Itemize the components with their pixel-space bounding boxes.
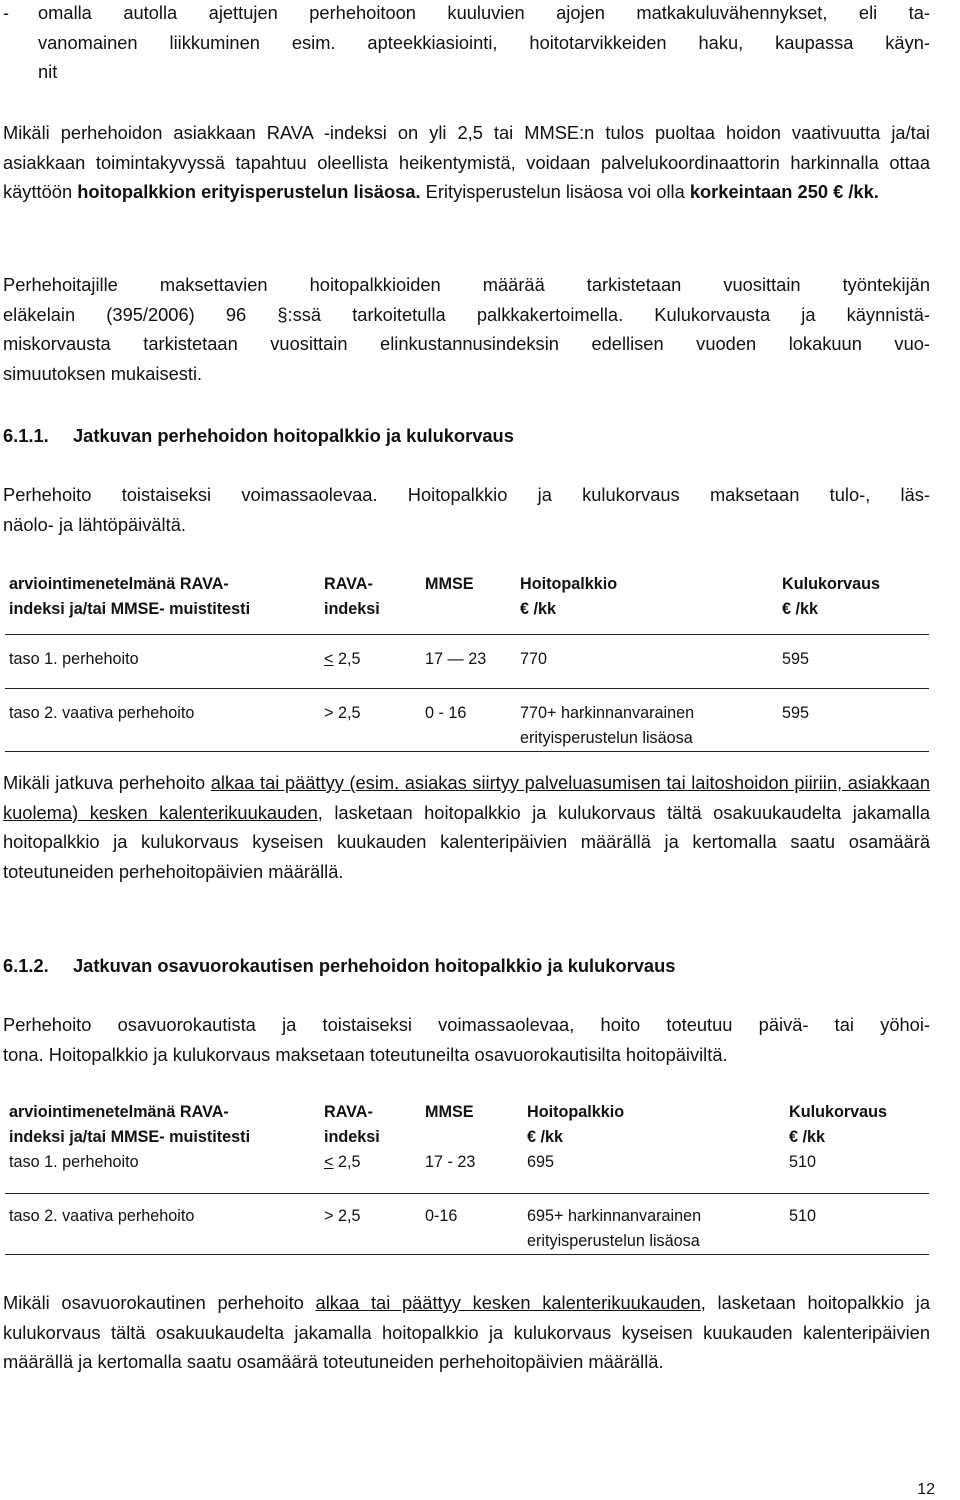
cell-mmse: 0-16 xyxy=(421,1194,523,1255)
cell-mmse: 17 - 23 xyxy=(421,1150,523,1194)
cell-cost: 595 xyxy=(778,635,929,689)
paragraph-fee-review xyxy=(3,270,930,388)
intro-line: Perhehoito osavuorokautista ja toistaiseksi voimassaolevaa, hoito toteutuu päivä- tai yöhoi- xyxy=(3,1014,930,1035)
header-method: arviointimenetelmänä RAVA- indeksi ja/tai MMSE- muistitesti xyxy=(5,572,320,635)
para-text: Mikäli jatkuva perhehoito xyxy=(3,772,211,793)
table-header-row xyxy=(5,1100,929,1150)
cell-rava: < 2,5 xyxy=(320,1150,421,1194)
cell-mmse: 17 — 23 xyxy=(421,635,516,689)
paragraph-partial-month-2 xyxy=(3,1288,930,1377)
header-mmse: MMSE xyxy=(421,572,516,635)
cell-fee: 770+ harkinnanvarainen erityisperustelun lisäosa xyxy=(516,689,778,752)
para-line: miskorvausta tarkistetaan vuosittain elinkustannusindeksin edellisen vuoden lokakuun vuo- xyxy=(3,333,930,355)
para-bold: hoitopalkkion erityisperustelun lisäosa. xyxy=(77,181,421,203)
header-cost: Kulukorvaus € /kk xyxy=(778,572,929,635)
cell-fee: 770 xyxy=(516,635,778,689)
bullet-item xyxy=(0,0,960,90)
para-text: , lasketaan hoitopalkkio ja kulukorvaus tältä osakuukaudelta jakamalla hoitopalkkio ja kulukorvaus kyseisen kuukauden kalenteripäivien määrällä ja kertomalla saatu osamäärä toteutuneiden perhehoitopäivien määrällä. xyxy=(3,801,930,882)
para-line: eläkelain (395/2006) 96 §:ssä tarkoitetulla palkkakertoimella. Kulukorvausta ja käynnistä- xyxy=(3,303,930,325)
header-fee: Hoitopalkkio € /kk xyxy=(527,1103,625,1146)
paragraph-partial-month-1 xyxy=(3,768,930,886)
cell-level: taso 1. perhehoito xyxy=(5,635,320,689)
cell-level: taso 1. perhehoito xyxy=(5,1150,320,1194)
header-rava: RAVA- indeksi xyxy=(324,1103,380,1146)
section-number: 6.1.2. xyxy=(3,955,49,976)
bullet-dash: - xyxy=(3,2,10,23)
section-number: 6.1.1. xyxy=(3,425,49,446)
page-number: 12 xyxy=(917,1481,935,1498)
section1-intro xyxy=(3,480,930,539)
para-text: , lasketaan hoitopalkkio ja kulukorvaus tältä osakuukaudelta jakamalla hoitopalkkio ja kulukorvaus kyseisen kuukauden kalenteripäivien määrällä ja kertomalla saatu osamäärä toteutuneiden perhehoitopäivien määrällä. xyxy=(3,1292,930,1373)
cell-cost: 595 xyxy=(778,689,929,752)
intro-line: näolo- ja lähtöpäivältä. xyxy=(3,513,186,535)
section-heading-6-1-1 xyxy=(3,425,514,447)
section-title: Jatkuvan perhehoidon hoitopalkkio ja kulukorvaus xyxy=(73,425,514,446)
cell-rava: < 2,5 xyxy=(320,635,421,689)
section-heading-6-1-2 xyxy=(3,955,675,977)
cell-level: taso 2. vaativa perhehoito xyxy=(5,689,320,752)
intro-line: Perhehoito toistaiseksi voimassaolevaa. Hoitopalkkio ja kulukorvaus maksetaan tulo-, läs- xyxy=(3,484,930,505)
intro-line: tona. Hoitopalkkio ja kulukorvaus maksetaan toteutuneilta osavuorokautisilta hoitopäiviltä. xyxy=(3,1043,728,1065)
table-row xyxy=(5,635,929,689)
paragraph-rava-supplement xyxy=(3,118,930,207)
cell-cost: 510 xyxy=(785,1194,929,1255)
cell-fee: 695 xyxy=(523,1150,785,1194)
para-underlined: alkaa tai päättyy kesken kalenterikuukauden xyxy=(315,1292,701,1313)
bullet-text xyxy=(38,0,930,87)
table-header-row xyxy=(5,572,929,635)
para-line: Perhehoitajille maksettavien hoitopalkkioiden määrää tarkistetaan vuosittain työntekijän xyxy=(3,274,930,295)
header-rava: RAVA- indeksi xyxy=(320,572,421,635)
cell-fee: 695+ harkinnanvarainen erityisperustelun lisäosa xyxy=(523,1194,785,1255)
bullet-line: omalla autolla ajettujen perhehoitoon kuuluvien ajojen matkakuluvähennykset, eli ta- xyxy=(38,2,930,23)
para-underlined: alkaa tai päättyy (esim. asiakas siirtyy palveluasumisen tai laitoshoidon piiriin, asiakkaan kuolema) kesken kalenterikuukauden xyxy=(3,772,931,823)
table-row xyxy=(5,1150,929,1194)
header-method: arviointimenetelmänä RAVA- indeksi ja/tai MMSE- muistitesti xyxy=(9,1103,251,1146)
table-row xyxy=(5,1194,929,1255)
section-title: Jatkuvan osavuorokautisen perhehoidon hoitopalkkio ja kulukorvaus xyxy=(73,955,676,976)
para-line: simuutoksen mukaisesti. xyxy=(3,362,203,384)
para-bold: korkeintaan 250 € /kk. xyxy=(689,181,879,203)
fee-table-continuous xyxy=(5,572,929,752)
cell-mmse: 0 - 16 xyxy=(421,689,516,752)
cell-cost: 510 xyxy=(785,1150,929,1194)
header-fee: Hoitopalkkio € /kk xyxy=(516,572,778,635)
header-mmse: MMSE xyxy=(425,1103,474,1121)
section2-intro xyxy=(3,1010,930,1069)
cell-level: taso 2. vaativa perhehoito xyxy=(5,1194,320,1255)
cell-rava: > 2,5 xyxy=(320,1194,421,1255)
cell-rava: > 2,5 xyxy=(320,689,421,752)
bullet-line: nit xyxy=(38,61,58,83)
para-text: Mikäli perhehoidon asiakkaan RAVA -indeksi on yli 2,5 tai MMSE:n tulos puoltaa hoidon vaativuutta ja/tai asiakkaan toimintakyvyssä tapahtuu oleellista heikentymistä, voidaan palvelukoordinaattorin harkinnalla ottaa käyttöön xyxy=(3,122,930,203)
table-row xyxy=(5,689,929,752)
fee-table-partial-day xyxy=(5,1100,929,1255)
bullet-line: vanomainen liikkuminen esim. apteekkiasiointi, hoitotarvikkeiden haku, kaupassa käyn- xyxy=(38,31,930,53)
header-cost: Kulukorvaus € /kk xyxy=(789,1103,888,1146)
para-text: Erityisperustelun lisäosa voi olla xyxy=(420,181,690,203)
para-text: Mikäli osavuorokautinen perhehoito xyxy=(3,1292,316,1313)
